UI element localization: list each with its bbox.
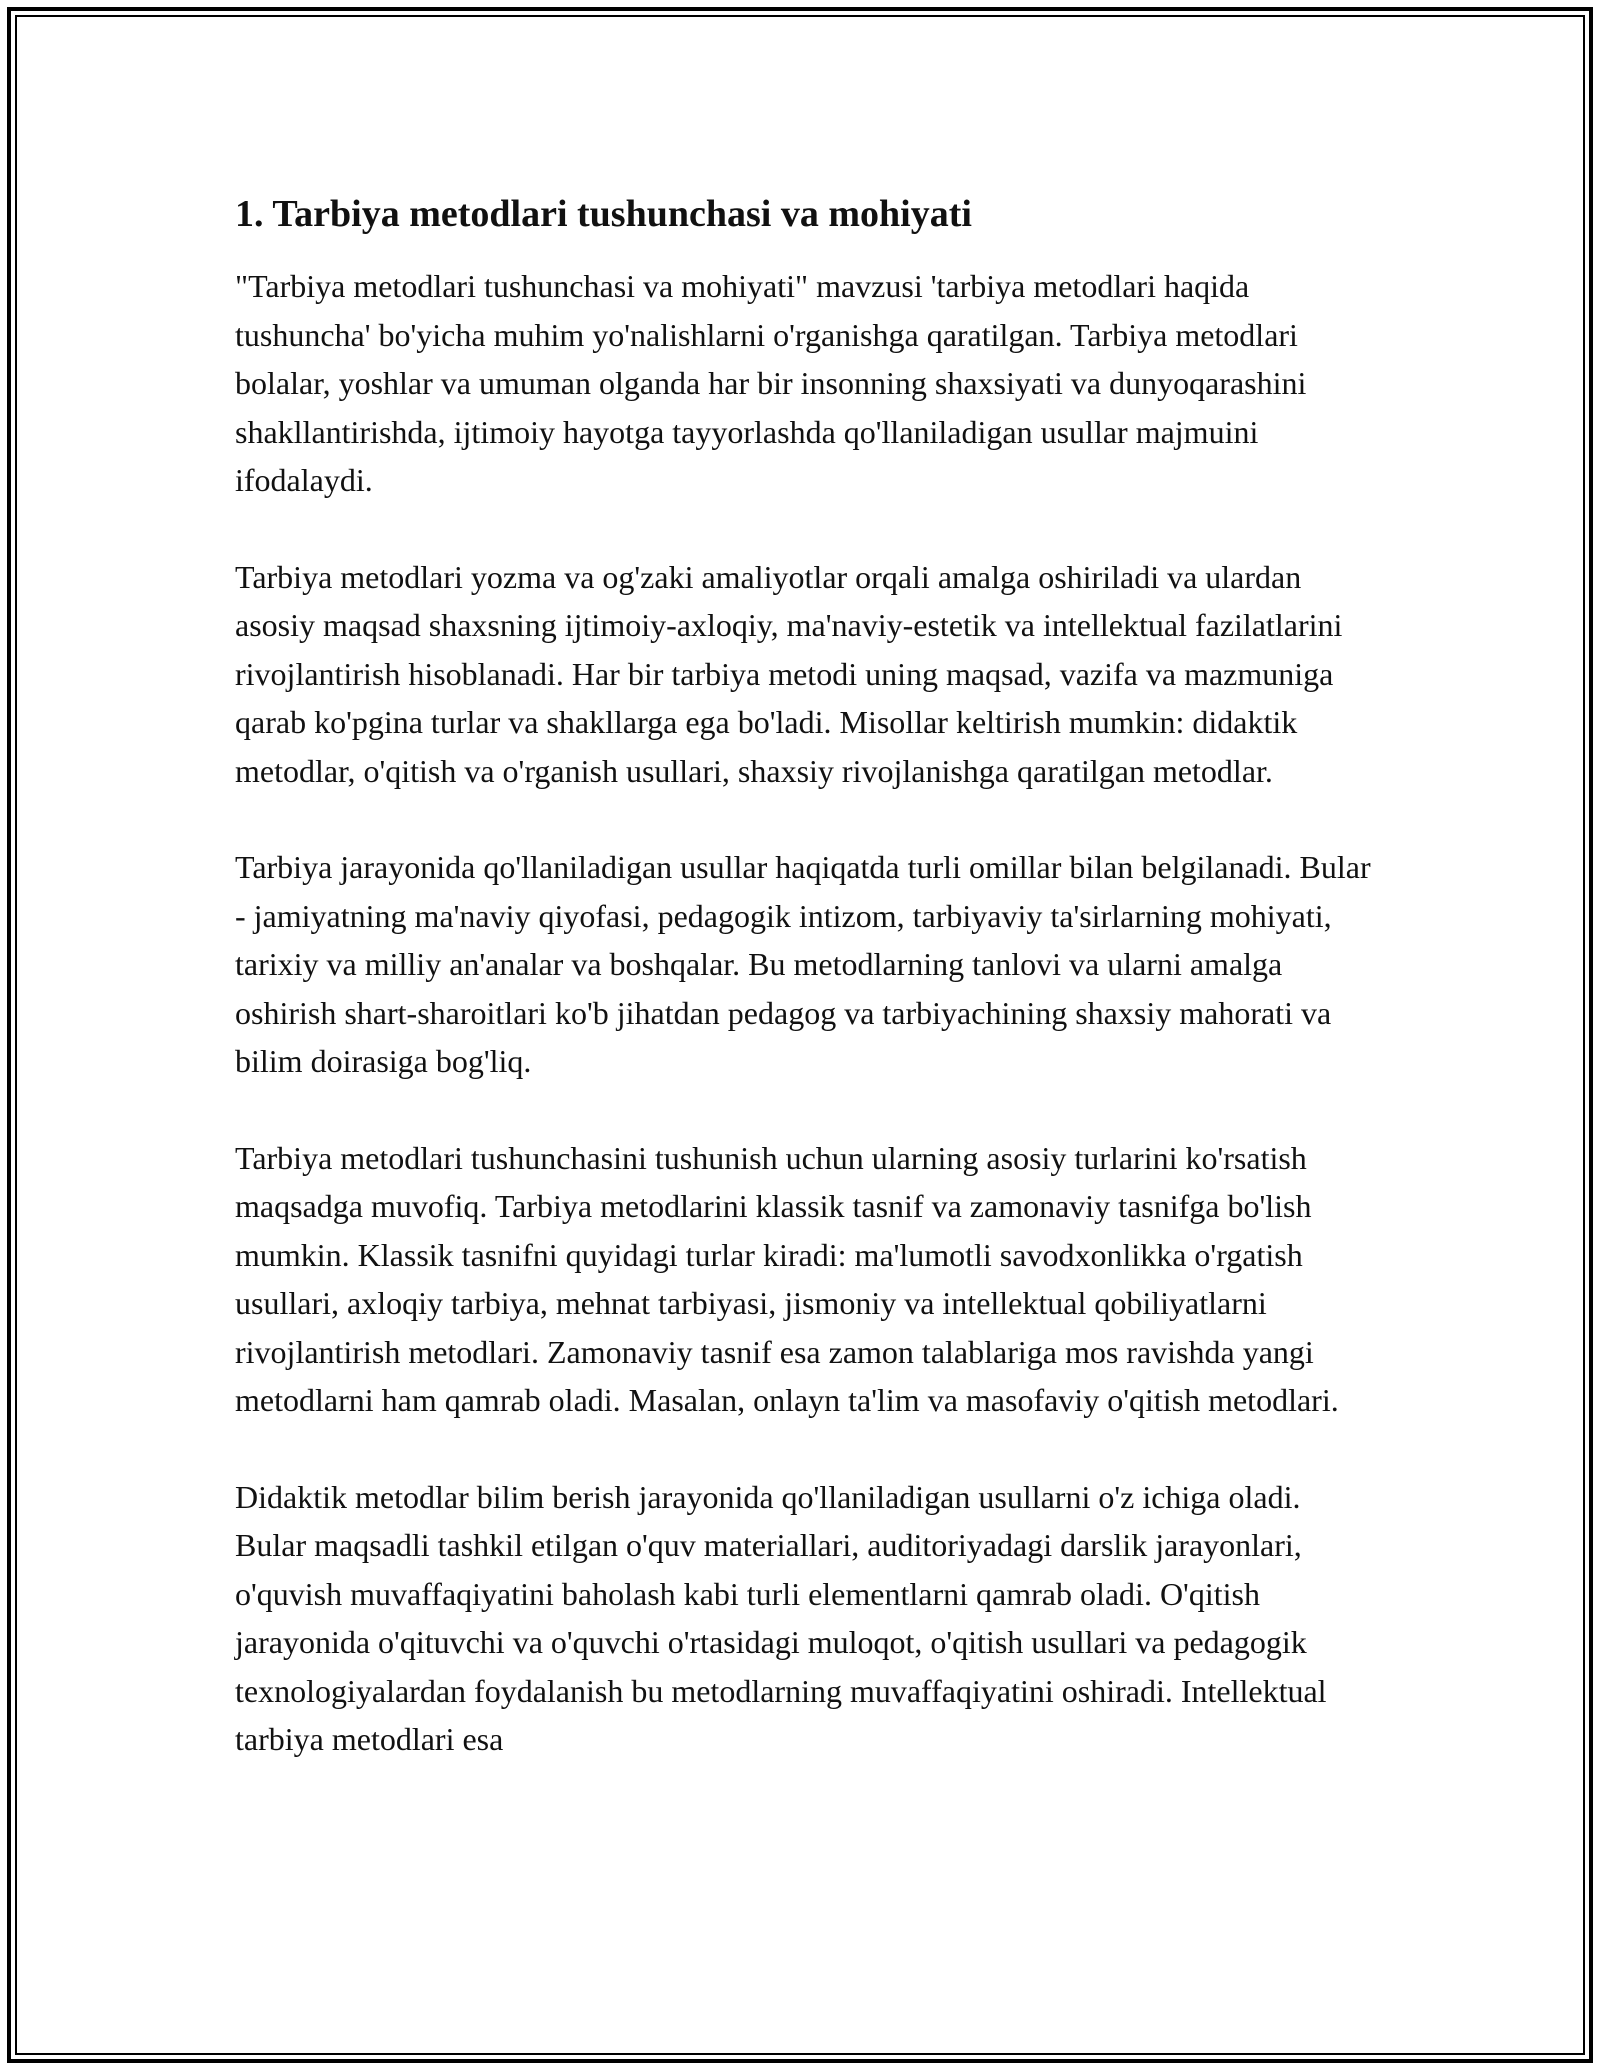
paragraph-3: Tarbiya jarayonida qo'llaniladigan usullar haqiqatda turli omillar bilan belgilanadi. Bular - jamiyatning ma'naviy qiyofasi, pedagogik intizom, tarbiyaviy ta'sirlarning mohiyati, tarixiy va milliy an'analar va boshqalar. Bu metodlarning tanlovi va ularni amalga oshirish shart-sharoitlari ko'b jihatdan pedagog va tarbiyachining shaxsiy mahorati va bilim doirasiga bog'liq. <box>235 849 1371 1079</box>
paragraph-2: Tarbiya metodlari yozma va og'zaki amaliyotlar orqali amalga oshiriladi va ulardan asosiy maqsad shaxsning ijtimoiy-axloqiy, ma'naviy-estetik va intellektual fazilatlarini rivojlantirish hisoblanadi. Har bir tarbiya metodi uning maqsad, vazifa va mazmuniga qarab ko'pgina turlar va shakllarga ega bo'ladi. Misollar keltirish mumkin: didaktik metodlar, o'qitish va o'rganish usullari, shaxsiy rivojlanishga qaratilgan metodlar. <box>235 558 1343 789</box>
paragraph-1: "Tarbiya metodlari tushunchasi va mohiyati" mavzusi 'tarbiya metodlari haqida tushuncha' bo'yicha muhim yo'nalishlarni o'rganishga qaratilgan. Tarbiya metodlari bolalar, yoshlar va umuman olganda har bir insonning shaxsiyati va dunyoqarashini shakllantirishda, ijtimoiy hayotga tayyorlashda qo'llaniladigan usullar majmuini ifodalaydi. <box>235 268 1307 498</box>
document-body <box>235 186 1375 1812</box>
paragraph-5: Didaktik metodlar bilim berish jarayonida qo'llaniladigan usullarni o'z ichiga oladi. Bular maqsadli tashkil etilgan o'quv materiallari, auditoriyadagi darslik jarayonlari, o'quvish muvaffaqiyatini baholash kabi turli elementlarni qamrab oladi. O'qitish jarayonida o'qituvchi va o'quvchi o'rtasidagi muloqot, o'qitish usullari va pedagogik texnologiyalardan foydalanish bu metodlarning muvaffaqiyatini oshiradi. Intellektual tarbiya metodlari esa <box>235 1478 1327 1757</box>
section-heading: 1. Tarbiya metodlari tushunchasi va mohiyati <box>235 193 972 235</box>
paragraph-4: Tarbiya metodlari tushunchasini tushunish uchun ularning asosiy turlarini ko'rsatish maqsadga muvofiq. Tarbiya metodlarini klassik tasnif va zamonaviy tasnifga bo'lish mumkin. Klassik tasnifni quyidagi turlar kiradi: ma'lumotli savodxonlikka o'rgatish usullari, axloqiy tarbiya, mehnat tarbiyasi, jismoniy va intellektual qobiliyatlarni rivojlantirish metodlari. Zamonaviy tasnif esa zamon talablariga mos ravishda yangi metodlarni ham qamrab oladi. Masalan, onlayn ta'lim va masofaviy o'qitish metodlari. <box>235 1139 1339 1418</box>
